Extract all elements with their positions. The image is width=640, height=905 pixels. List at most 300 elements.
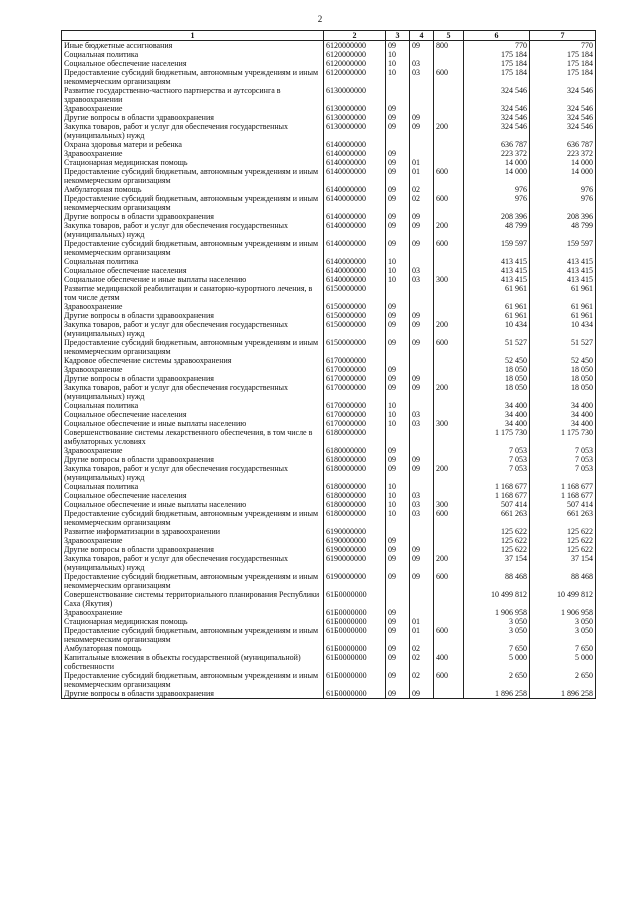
row-section: 09 (386, 446, 410, 455)
row-expense-type (434, 428, 464, 446)
header-col-7: 7 (530, 31, 596, 41)
row-amount-col7: 636 787 (530, 140, 596, 149)
row-expense-type (434, 617, 464, 626)
table-row (62, 167, 596, 185)
row-subsection: 09 (410, 383, 434, 401)
header-col-4: 4 (410, 31, 434, 41)
row-section: 10 (386, 482, 410, 491)
row-amount-col7: 208 396 (530, 212, 596, 221)
header-row (62, 31, 596, 41)
row-name: Предоставление субсидий бюджетным, автономным учреждениям и иным некоммерческим организациям (62, 626, 324, 644)
row-amount-col6: 175 184 (464, 50, 530, 59)
row-amount-col7: 18 050 (530, 383, 596, 401)
table-row (62, 320, 596, 338)
row-code: 6140000000 (324, 185, 386, 194)
row-amount-col7: 324 546 (530, 122, 596, 140)
row-section (386, 428, 410, 446)
table-row (62, 500, 596, 509)
row-amount-col6: 18 050 (464, 383, 530, 401)
row-expense-type (434, 266, 464, 275)
row-expense-type: 200 (434, 122, 464, 140)
row-amount-col6: 37 154 (464, 554, 530, 572)
row-amount-col7: 48 799 (530, 221, 596, 239)
row-amount-col7: 18 050 (530, 374, 596, 383)
row-subsection: 09 (410, 212, 434, 221)
row-expense-type (434, 644, 464, 653)
row-subsection: 02 (410, 185, 434, 194)
row-code: 6180000000 (324, 464, 386, 482)
row-expense-type (434, 446, 464, 455)
row-name: Капитальные вложения в объекты государственной (муниципальной) собственности (62, 653, 324, 671)
row-expense-type: 600 (434, 167, 464, 185)
row-code: 6140000000 (324, 149, 386, 158)
row-amount-col6: 2 650 (464, 671, 530, 689)
row-code: 61Б0000000 (324, 689, 386, 699)
row-name: Социальная политика (62, 401, 324, 410)
row-section: 09 (386, 608, 410, 617)
row-section: 09 (386, 671, 410, 689)
row-subsection: 03 (410, 275, 434, 284)
row-subsection: 09 (410, 338, 434, 356)
row-expense-type (434, 491, 464, 500)
row-expense-type (434, 374, 464, 383)
row-expense-type (434, 149, 464, 158)
row-expense-type (434, 104, 464, 113)
row-subsection: 03 (410, 59, 434, 68)
row-amount-col7: 2 650 (530, 671, 596, 689)
row-expense-type: 600 (434, 239, 464, 257)
header-col-3: 3 (386, 31, 410, 41)
row-name: Стационарная медицинская помощь (62, 158, 324, 167)
row-name: Предоставление субсидий бюджетным, автономным учреждениям и иным некоммерческим организациям (62, 68, 324, 86)
row-expense-type (434, 536, 464, 545)
row-subsection: 03 (410, 266, 434, 275)
row-name: Другие вопросы в области здравоохранения (62, 689, 324, 699)
row-amount-col7: 7 053 (530, 464, 596, 482)
row-name: Предоставление субсидий бюджетным, автономным учреждениям и иным некоммерческим организациям (62, 239, 324, 257)
header-col-6: 6 (464, 31, 530, 41)
row-amount-col6: 51 527 (464, 338, 530, 356)
row-name: Здравоохранение (62, 302, 324, 311)
row-subsection (410, 86, 434, 104)
row-amount-col6: 1 906 958 (464, 608, 530, 617)
table-row (62, 383, 596, 401)
row-name: Предоставление субсидий бюджетным, автономным учреждениям и иным некоммерческим организациям (62, 572, 324, 590)
row-amount-col7: 14 000 (530, 167, 596, 185)
row-expense-type: 200 (434, 221, 464, 239)
row-section: 10 (386, 68, 410, 86)
row-subsection (410, 356, 434, 365)
row-amount-col6: 770 (464, 41, 530, 51)
table-row (62, 545, 596, 554)
page-number: 2 (317, 14, 323, 24)
row-section: 09 (386, 212, 410, 221)
row-subsection (410, 527, 434, 536)
row-amount-col6: 413 415 (464, 275, 530, 284)
row-name: Развитие государственно-частного партнерства и аутсорсинга в здравоохранении (62, 86, 324, 104)
row-name: Иные бюджетные ассигнования (62, 41, 324, 51)
row-name: Социальное обеспечение населения (62, 59, 324, 68)
row-section: 10 (386, 419, 410, 428)
row-amount-col6: 7 053 (464, 446, 530, 455)
row-code: 6190000000 (324, 527, 386, 536)
row-amount-col7: 223 372 (530, 149, 596, 158)
row-name: Здравоохранение (62, 536, 324, 545)
table-row (62, 356, 596, 365)
row-section: 10 (386, 509, 410, 527)
row-expense-type (434, 140, 464, 149)
row-code: 6120000000 (324, 68, 386, 86)
row-code: 6170000000 (324, 401, 386, 410)
row-section: 09 (386, 383, 410, 401)
row-section (386, 527, 410, 536)
row-subsection (410, 482, 434, 491)
table-row (62, 68, 596, 86)
row-name: Социальная политика (62, 257, 324, 266)
row-section (386, 86, 410, 104)
row-amount-col7: 324 546 (530, 86, 596, 104)
row-amount-col6: 5 000 (464, 653, 530, 671)
row-amount-col6: 413 415 (464, 257, 530, 266)
row-code: 6130000000 (324, 113, 386, 122)
table-row (62, 140, 596, 149)
row-name: Совершенствование системы лекарственного обеспечения, в том числе в амбулаторных условиях (62, 428, 324, 446)
row-name: Закупка товаров, работ и услуг для обеспечения государственных (муниципальных) нужд (62, 554, 324, 572)
table-row (62, 266, 596, 275)
table-row (62, 446, 596, 455)
row-section: 10 (386, 257, 410, 266)
row-subsection: 09 (410, 221, 434, 239)
row-code: 6140000000 (324, 221, 386, 239)
row-amount-col7: 1 906 958 (530, 608, 596, 617)
table-row (62, 617, 596, 626)
row-section: 09 (386, 194, 410, 212)
table-row (62, 284, 596, 302)
table-row (62, 41, 596, 51)
table-row (62, 644, 596, 653)
row-amount-col7: 1 168 677 (530, 491, 596, 500)
table-row (62, 689, 596, 699)
row-code: 6150000000 (324, 284, 386, 302)
row-amount-col7: 34 400 (530, 419, 596, 428)
row-subsection (410, 140, 434, 149)
table-row (62, 410, 596, 419)
table-row (62, 653, 596, 671)
row-amount-col6: 61 961 (464, 311, 530, 320)
row-subsection (410, 284, 434, 302)
budget-table (61, 30, 596, 699)
row-code: 6180000000 (324, 491, 386, 500)
row-amount-col6: 18 050 (464, 374, 530, 383)
row-amount-col6: 1 168 677 (464, 491, 530, 500)
row-amount-col6: 61 961 (464, 302, 530, 311)
table-row (62, 257, 596, 266)
row-expense-type (434, 455, 464, 464)
row-amount-col6: 52 450 (464, 356, 530, 365)
row-subsection: 09 (410, 122, 434, 140)
table-row (62, 194, 596, 212)
row-amount-col7: 413 415 (530, 257, 596, 266)
row-code: 61Б0000000 (324, 617, 386, 626)
row-amount-col6: 18 050 (464, 365, 530, 374)
row-code: 6140000000 (324, 257, 386, 266)
row-subsection (410, 446, 434, 455)
row-section: 10 (386, 275, 410, 284)
row-amount-col6: 14 000 (464, 167, 530, 185)
row-section (386, 356, 410, 365)
row-expense-type (434, 689, 464, 699)
row-subsection: 09 (410, 239, 434, 257)
row-section: 09 (386, 545, 410, 554)
table-row (62, 113, 596, 122)
row-section: 09 (386, 185, 410, 194)
row-section: 09 (386, 626, 410, 644)
row-amount-col6: 125 622 (464, 536, 530, 545)
row-expense-type (434, 590, 464, 608)
row-subsection (410, 428, 434, 446)
row-amount-col7: 1 896 258 (530, 689, 596, 699)
row-amount-col7: 34 400 (530, 401, 596, 410)
row-amount-col6: 976 (464, 194, 530, 212)
row-section: 10 (386, 50, 410, 59)
table-row (62, 554, 596, 572)
row-code: 6170000000 (324, 374, 386, 383)
row-name: Кадровое обеспечение системы здравоохранения (62, 356, 324, 365)
row-name: Социальное обеспечение и иные выплаты населению (62, 419, 324, 428)
row-subsection: 09 (410, 320, 434, 338)
row-amount-col7: 3 050 (530, 617, 596, 626)
row-section: 09 (386, 365, 410, 374)
row-amount-col7: 324 546 (530, 113, 596, 122)
row-amount-col6: 34 400 (464, 401, 530, 410)
row-amount-col7: 413 415 (530, 275, 596, 284)
row-amount-col6: 125 622 (464, 527, 530, 536)
row-name: Предоставление субсидий бюджетным, автономным учреждениям и иным некоммерческим организациям (62, 194, 324, 212)
row-code: 6130000000 (324, 122, 386, 140)
row-amount-col6: 10 499 812 (464, 590, 530, 608)
table-row (62, 221, 596, 239)
row-subsection: 01 (410, 167, 434, 185)
row-code: 6140000000 (324, 275, 386, 284)
row-amount-col6: 324 546 (464, 104, 530, 113)
row-name: Предоставление субсидий бюджетным, автономным учреждениям и иным некоммерческим организациям (62, 671, 324, 689)
row-section: 09 (386, 239, 410, 257)
row-amount-col6: 48 799 (464, 221, 530, 239)
row-expense-type: 800 (434, 41, 464, 51)
table-row (62, 455, 596, 464)
row-name: Охрана здоровья матери и ребенка (62, 140, 324, 149)
row-subsection: 09 (410, 464, 434, 482)
row-subsection: 09 (410, 41, 434, 51)
row-amount-col7: 88 468 (530, 572, 596, 590)
row-amount-col7: 175 184 (530, 68, 596, 86)
row-amount-col6: 125 622 (464, 545, 530, 554)
row-code: 6150000000 (324, 311, 386, 320)
row-name: Другие вопросы в области здравоохранения (62, 311, 324, 320)
table-row (62, 365, 596, 374)
row-section: 09 (386, 167, 410, 185)
row-subsection: 02 (410, 644, 434, 653)
row-amount-col7: 1 168 677 (530, 482, 596, 491)
row-code: 61Б0000000 (324, 590, 386, 608)
row-amount-col6: 34 400 (464, 419, 530, 428)
table-row (62, 104, 596, 113)
row-section: 09 (386, 374, 410, 383)
row-amount-col6: 159 597 (464, 239, 530, 257)
row-name: Социальное обеспечение и иные выплаты населению (62, 275, 324, 284)
row-expense-type (434, 527, 464, 536)
row-name: Амбулаторная помощь (62, 644, 324, 653)
row-section: 09 (386, 653, 410, 671)
row-amount-col7: 5 000 (530, 653, 596, 671)
row-amount-col6: 7 053 (464, 464, 530, 482)
row-name: Другие вопросы в области здравоохранения (62, 374, 324, 383)
row-section: 10 (386, 266, 410, 275)
row-expense-type: 200 (434, 320, 464, 338)
table-row (62, 374, 596, 383)
table-row (62, 401, 596, 410)
row-section: 09 (386, 572, 410, 590)
row-section: 09 (386, 689, 410, 699)
row-amount-col7: 159 597 (530, 239, 596, 257)
row-name: Социальная политика (62, 50, 324, 59)
row-subsection (410, 401, 434, 410)
row-section: 09 (386, 536, 410, 545)
row-subsection: 03 (410, 410, 434, 419)
table-row (62, 509, 596, 527)
row-amount-col7: 125 622 (530, 536, 596, 545)
row-expense-type: 600 (434, 194, 464, 212)
row-amount-col7: 3 050 (530, 626, 596, 644)
row-amount-col7: 7 650 (530, 644, 596, 653)
row-amount-col7: 10 434 (530, 320, 596, 338)
row-code: 6170000000 (324, 356, 386, 365)
row-section: 10 (386, 410, 410, 419)
table-row (62, 527, 596, 536)
row-code: 6180000000 (324, 446, 386, 455)
row-subsection (410, 149, 434, 158)
row-amount-col6: 3 050 (464, 626, 530, 644)
row-code: 6130000000 (324, 104, 386, 113)
row-amount-col6: 7 053 (464, 455, 530, 464)
row-subsection: 02 (410, 194, 434, 212)
row-expense-type (434, 302, 464, 311)
row-amount-col7: 61 961 (530, 311, 596, 320)
table-row (62, 419, 596, 428)
row-expense-type: 400 (434, 653, 464, 671)
row-code: 61Б0000000 (324, 626, 386, 644)
row-amount-col7: 52 450 (530, 356, 596, 365)
row-expense-type: 600 (434, 671, 464, 689)
table-row (62, 590, 596, 608)
row-code: 6190000000 (324, 572, 386, 590)
row-code: 6120000000 (324, 50, 386, 59)
row-expense-type: 300 (434, 419, 464, 428)
header-col-1: 1 (62, 31, 324, 41)
row-name: Здравоохранение (62, 104, 324, 113)
row-expense-type (434, 86, 464, 104)
header-col-2: 2 (324, 31, 386, 41)
row-expense-type: 600 (434, 509, 464, 527)
row-subsection (410, 365, 434, 374)
row-subsection: 03 (410, 419, 434, 428)
row-subsection: 02 (410, 653, 434, 671)
header-col-5: 5 (434, 31, 464, 41)
row-amount-col6: 1 175 730 (464, 428, 530, 446)
row-amount-col6: 1 896 258 (464, 689, 530, 699)
row-name: Закупка товаров, работ и услуг для обеспечения государственных (муниципальных) нужд (62, 464, 324, 482)
row-name: Социальное обеспечение населения (62, 266, 324, 275)
row-amount-col6: 34 400 (464, 410, 530, 419)
row-amount-col7: 507 414 (530, 500, 596, 509)
row-code: 6180000000 (324, 482, 386, 491)
row-amount-col6: 976 (464, 185, 530, 194)
table-row (62, 572, 596, 590)
table-row (62, 491, 596, 500)
row-amount-col7: 61 961 (530, 302, 596, 311)
row-expense-type: 200 (434, 464, 464, 482)
row-subsection: 01 (410, 158, 434, 167)
row-subsection: 09 (410, 311, 434, 320)
row-name: Здравоохранение (62, 365, 324, 374)
row-amount-col7: 18 050 (530, 365, 596, 374)
row-name: Другие вопросы в области здравоохранения (62, 212, 324, 221)
row-name: Другие вопросы в области здравоохранения (62, 455, 324, 464)
row-section: 09 (386, 149, 410, 158)
row-amount-col7: 7 053 (530, 446, 596, 455)
row-amount-col7: 976 (530, 194, 596, 212)
row-section: 09 (386, 104, 410, 113)
row-subsection: 02 (410, 671, 434, 689)
row-subsection: 03 (410, 68, 434, 86)
row-expense-type (434, 212, 464, 221)
table-row (62, 626, 596, 644)
row-code: 6180000000 (324, 509, 386, 527)
row-name: Совершенствование системы территориального планирования Республики Саха (Якутия) (62, 590, 324, 608)
row-name: Стационарная медицинская помощь (62, 617, 324, 626)
row-subsection (410, 257, 434, 266)
row-code: 6140000000 (324, 140, 386, 149)
row-amount-col6: 208 396 (464, 212, 530, 221)
table-row (62, 428, 596, 446)
row-subsection (410, 50, 434, 59)
row-section: 09 (386, 464, 410, 482)
row-section (386, 284, 410, 302)
table-row (62, 239, 596, 257)
row-amount-col6: 324 546 (464, 122, 530, 140)
row-code: 6120000000 (324, 41, 386, 51)
row-name: Здравоохранение (62, 446, 324, 455)
row-amount-col7: 10 499 812 (530, 590, 596, 608)
row-section: 10 (386, 491, 410, 500)
row-section (386, 140, 410, 149)
row-subsection: 09 (410, 374, 434, 383)
row-code: 6190000000 (324, 545, 386, 554)
row-expense-type: 600 (434, 338, 464, 356)
row-expense-type (434, 545, 464, 554)
row-section: 09 (386, 338, 410, 356)
row-code: 6150000000 (324, 320, 386, 338)
row-name: Предоставление субсидий бюджетным, автономным учреждениям и иным некоммерческим организациям (62, 509, 324, 527)
row-subsection (410, 302, 434, 311)
row-code: 6140000000 (324, 194, 386, 212)
row-expense-type (434, 365, 464, 374)
row-amount-col7: 175 184 (530, 59, 596, 68)
row-subsection: 09 (410, 554, 434, 572)
row-subsection: 09 (410, 572, 434, 590)
row-amount-col7: 7 053 (530, 455, 596, 464)
table-row (62, 671, 596, 689)
